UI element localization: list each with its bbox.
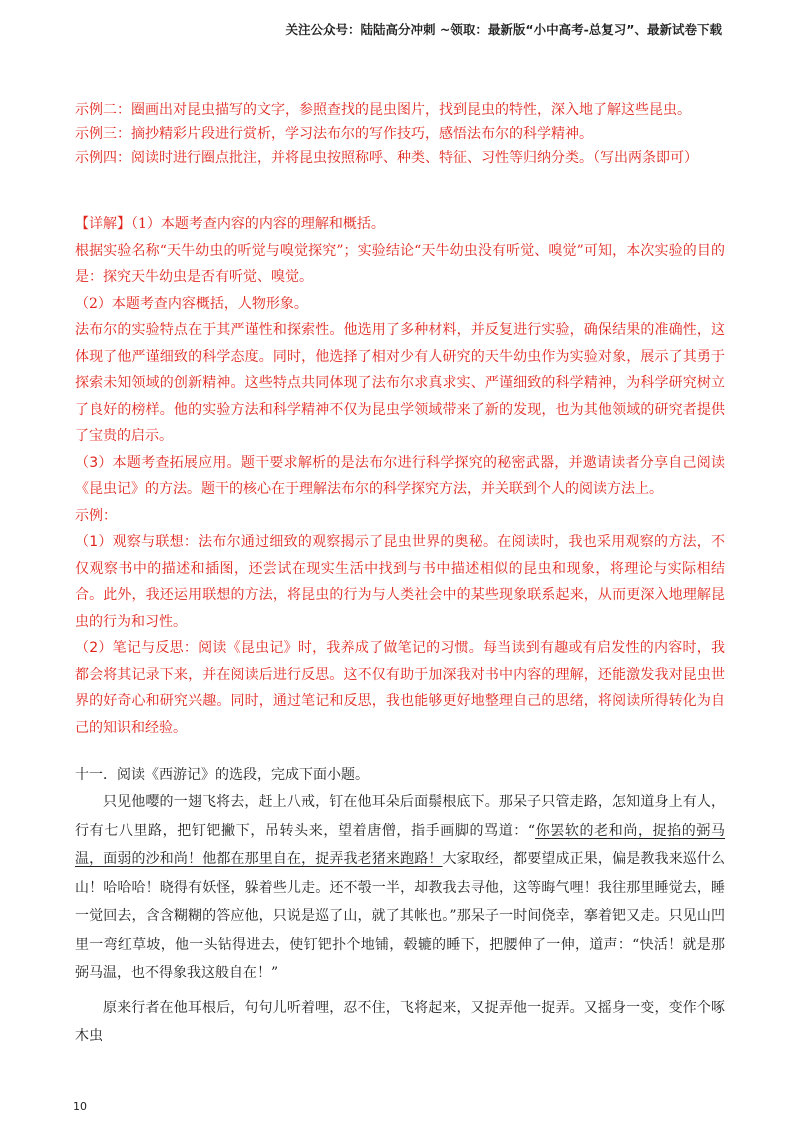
example-two: 示例二：圈画出对昆虫描写的文字，参照查找的昆虫图片，找到昆虫的特性，深入地了解这些昆虫。 (75, 102, 691, 118)
detail-paragraph-1: 根据实验名称“天牛幼虫的听觉与嗅觉探究”；实验结论“天牛幼虫没有听觉、嗅觉”可知，本次实验的目的是：探究天牛幼虫是否有听觉、嗅觉。 (75, 242, 725, 285)
passage-underlined-text: 你罢软的老和尚，捉掐的弼马温，面弱的沙和尚！他都在那里自在，捉弄我老猪来跑路！ (75, 822, 726, 867)
detail-example-1: （1）观察与联想：法布尔通过细致的观察揭示了昆虫世界的奥秘。在阅读时，我也采用观察的方法，不仅观察书中的描述和插图，还尝试在现实生活中找到与书中描述相似的昆虫和现象，将理论与实际相结合。此外，我还运用联想的方法，将昆虫的行为与人类社会中的某些现象联系起来，从而更深入地理解昆虫的行为和习性。 (75, 534, 725, 630)
page-number: 10 (73, 1100, 87, 1113)
passage-text-b: 大家取经，都要望成正果，偏是教我来巡什么山！哈哈哈！晓得有妖怪，躲着些儿走。还不彀一半，却教我去寻他，这等晦气哩！我往那里睡觉去，睡一觉回去，含含糊糊的答应他，只说是巡了山，就了其帐也。”那呆子一时间侥幸，搴着钯又走。只见山凹里一弯红草坡，他一头钻得进去，使钉钯扑个地铺，毂辘的睡下，把腰伸了一伸，道声：“快活！就是那弼马温，也不得象我这般自在！” (75, 851, 726, 981)
passage-paragraph-1 (75, 788, 725, 988)
example-three: 示例三：摘抄精彩片段进行赏析，学习法布尔的写作技巧，感悟法布尔的科学精神。 (75, 126, 593, 142)
section-eleven (75, 762, 725, 1051)
page-header: 关注公众号：陆陆高分冲刺 ~领取：最新版“小中高考-总复习”、最新试卷下载 (285, 22, 722, 37)
detail-paragraph-2: 法布尔的实验特点在于其严谨性和探索性。他选用了多种材料，并反复进行实验，确保结果的准确性，这体现了他严谨细致的科学态度。同时，他选择了相对少有人研究的天牛幼虫作为实验对象，展示了其勇于探索未知领域的创新精神。这些特点共同体现了法布尔求真求实、严谨细致的科学精神，为科学研究树立了良好的榜样。他的实验方法和科学精神不仅为昆虫学领域带来了新的发现，也为其他领域的研究者提供了宝贵的启示。 (75, 322, 725, 444)
example-four: 示例四：阅读时进行圈点批注，并将昆虫按照称呼、种类、特征、习性等归纳分类。（写出两条即可） (75, 150, 698, 166)
detail-example-label: 示例： (75, 507, 117, 524)
passage-paragraph-2: 原来行者在他耳根后，句句儿听着哩，忍不住，飞将起来，又捉弄他一捉弄。又摇身一变，变作个啄木虫 (75, 999, 725, 1044)
detail-question-3: （3）本题考查拓展应用。题干要求解析的是法布尔进行科学探究的秘密武器，并邀请读者分享自己阅读《昆虫记》的方法。题干的核心在于理解法布尔的科学探究方法，并关联到个人的阅读方法上。 (75, 454, 725, 497)
detail-explanation (75, 211, 725, 741)
answer-examples (75, 98, 725, 170)
detail-question-2: （2）本题考查内容概括，人物形象。 (75, 295, 308, 312)
detail-example-2: （2）笔记与反思：阅读《昆虫记》时，我养成了做笔记的习惯。每当读到有趣或有启发性的内容时，我都会将其记录下来，并在阅读后进行反思。这不仅有助于加深我对书中内容的理解，还能激发我对昆虫世界的好奇心和研究兴趣。同时，通过笔记和反思，我也能够更好地整理自己的思绪，将阅读所得转化为自己的知识和经验。 (75, 640, 725, 736)
section-title: 十一．阅读《西游记》的选段，完成下面小题。 (75, 767, 369, 783)
detail-title: 【详解】（1）本题考查内容的内容的理解和概括。 (75, 216, 385, 232)
passage-text-a: 只见他嘤的一翅飞将去，赶上八戒，钉在他耳朵后面鬃根底下。那呆子只管走路，怎知道身上有人，行有七八里路，把钉钯撇下，吊转头来，望着唐僧，指手画脚的骂道：“ (75, 794, 725, 839)
